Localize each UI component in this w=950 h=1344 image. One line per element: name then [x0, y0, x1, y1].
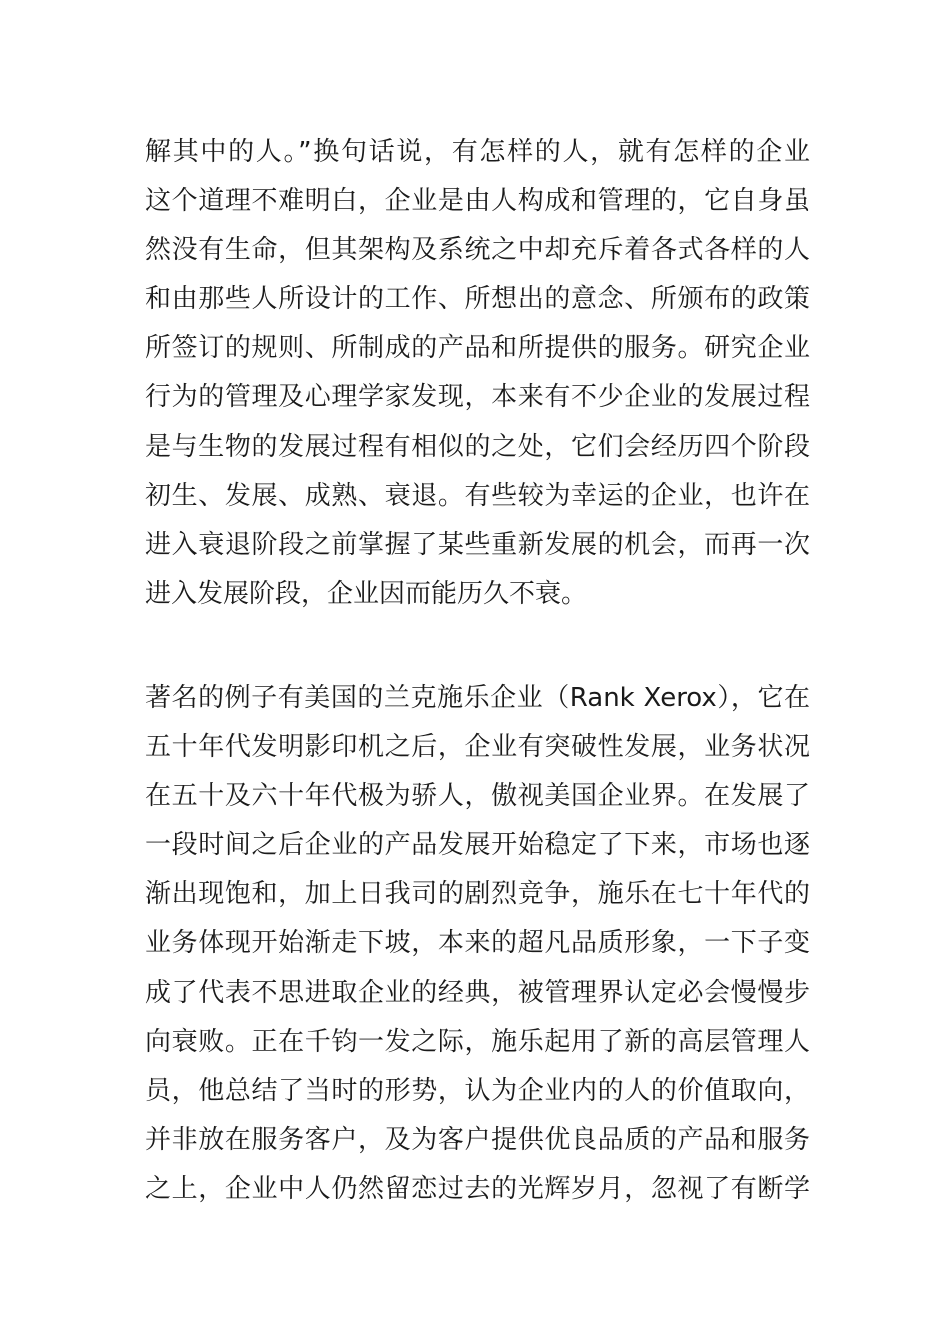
text-line: 所签订的规则、所制成的产品和所提供的服务。研究企业: [145, 333, 810, 364]
text-line: 在五十及六十年代极为骄人，傲视美国企业界。在发展了: [145, 781, 810, 812]
text-line: 渐出现饱和，加上日我司的剧烈竞争，施乐在七十年代的: [145, 879, 810, 910]
text-line: 五十年代发明影印机之后，企业有突破性发展，业务状况: [145, 732, 810, 763]
paragraph-rank-xerox-example: [145, 674, 810, 1214]
text-line: 行为的管理及心理学家发现，本来有不少企业的发展过程: [145, 382, 810, 413]
text-line: 和由那些人所设计的工作、所想出的意念、所颁布的政策: [145, 284, 810, 315]
text-line: 一段时间之后企业的产品发展开始稳定了下来，市场也逐: [145, 830, 810, 861]
text-line: 是与生物的发展过程有相似的之处，它们会经历四个阶段: [145, 431, 810, 462]
text-line: 员，他总结了当时的形势，认为企业内的人的价值取向，: [145, 1075, 810, 1106]
text-line: 之上，企业中人仍然留恋过去的光辉岁月，忽视了有断学: [145, 1173, 810, 1204]
text-line: 这个道理不难明白，企业是由人构成和管理的，它自身虽: [145, 186, 810, 217]
text-line: 进入发展阶段，企业因而能历久不衰。: [145, 578, 588, 609]
text-line: 并非放在服务客户，及为客户提供优良品质的产品和服务: [145, 1124, 810, 1155]
text-line: 著名的例子有美国的兰克施乐企业（Rank Xerox），它在: [145, 683, 810, 713]
text-line: 向衰败。正在千钧一发之际，施乐起用了新的高层管理人: [145, 1026, 810, 1057]
paragraph-enterprise-lifecycle: [145, 128, 810, 619]
text-line: 进入衰退阶段之前掌握了某些重新发展的机会，而再一次: [145, 529, 810, 560]
text-line: 解其中的人。”换句话说，有怎样的人，就有怎样的企业: [145, 137, 810, 167]
text-line: 成了代表不思进取企业的经典，被管理界认定必会慢慢步: [145, 977, 810, 1008]
text-line: 业务体现开始渐走下坡，本来的超凡品质形象，一下子变: [145, 928, 810, 959]
text-line: 初生、发展、成熟、衰退。有些较为幸运的企业，也许在: [145, 480, 810, 511]
text-line: 然没有生命，但其架构及系统之中却充斥着各式各样的人: [145, 235, 810, 266]
